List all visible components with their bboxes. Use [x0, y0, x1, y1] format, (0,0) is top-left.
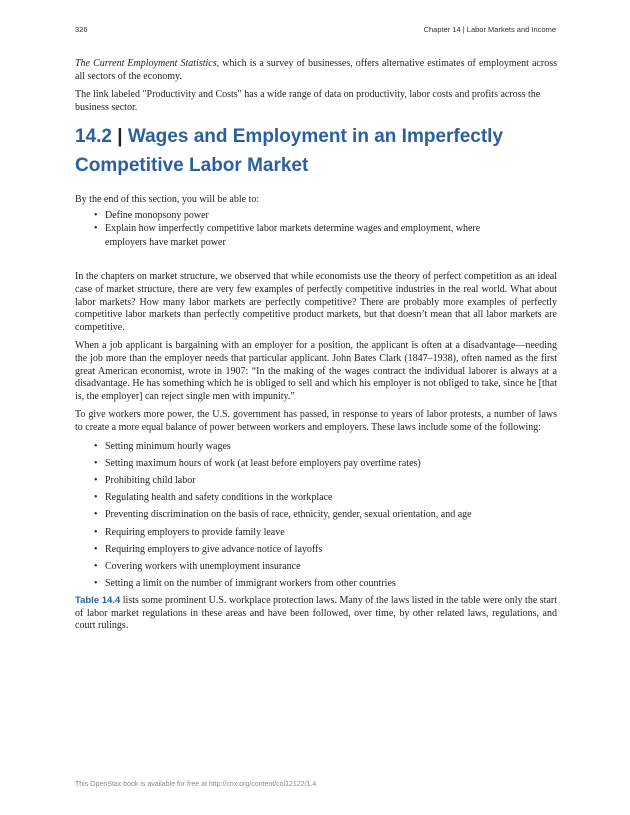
bullet: •	[94, 543, 98, 555]
body-paragraph-3: To give workers more power, the U.S. government has passed, in response to years of labor protests, a number of laws to create a more equal balance of power between workers and employers. These laws include some of the following:	[75, 409, 557, 433]
law-item: • Requiring employers to give advance notice of layoffs	[94, 543, 323, 555]
objective-item: • Define monopsony power	[94, 209, 209, 221]
intro-italic-title: The Current Employment Statistics	[75, 58, 217, 69]
bullet: •	[94, 223, 98, 235]
bullet: •	[94, 474, 98, 486]
bullet: •	[94, 457, 98, 469]
page-content	[75, 58, 557, 639]
section-number: 14.2	[75, 126, 112, 148]
section-separator: |	[117, 126, 123, 148]
body-paragraph-2: When a job applicant is bargaining with an employer for a position, the applicant is often at a disadvantage—needing the job more than the employer needs that particular applicant. John Bates Clark (1847–1938), often named as the first great American economist, wrote in 1907: “In the making of the wages contract the individual laborer is always at a disadvantage. He has something which he is obliged to sell and which his employer is not obliged to take, since he [that is, the employer] can reject single men with impunity.”	[75, 340, 557, 402]
bullet: •	[94, 560, 98, 572]
bullet: •	[94, 526, 98, 538]
law-item: • Setting a limit on the number of immigrant workers from other countries	[94, 578, 396, 590]
section-heading	[75, 122, 557, 180]
table-reference-link[interactable]: Table 14.4	[75, 595, 121, 607]
intro-paragraph-1	[75, 58, 557, 83]
law-item: • Requiring employers to provide family leave	[94, 526, 285, 538]
law-item: • Setting minimum hourly wages	[94, 440, 231, 452]
bullet: •	[94, 578, 98, 590]
section-title: Wages and Employment in an Imperfectly Competitive Labor Market	[75, 126, 504, 177]
bullet: •	[94, 440, 98, 452]
law-item: • Prohibiting child labor	[94, 474, 196, 486]
intro-paragraph-2: The link labeled "Productivity and Costs" has a wide range of data on productivity, labor costs and profits across the business sector.	[75, 89, 541, 113]
bullet: •	[94, 492, 98, 504]
chapter-title: Chapter 14 | Labor Markets and Income	[423, 25, 556, 34]
law-item: • Covering workers with unemployment insurance	[94, 560, 301, 572]
objective-item: • Explain how imperfectly competitive labor markets determine wages and employment, where employers have market power	[94, 223, 481, 248]
law-item: • Setting maximum hours of work (at least before employers pay overtime rates)	[94, 457, 421, 469]
body-paragraph-1: In the chapters on market structure, we observed that while economists use the theory of perfect competition as an ideal case of market structure, there are very few examples of perfectly competitive industries in the real world. What about labor markets? How many labor markets are perfectly competitive? There are probably more examples of perfectly competitive labor markets than perfectly competitive product markets, but that doesn’t mean that all labor markets are competitive.	[75, 271, 557, 333]
page-footer: This OpenStax book is available for free at http://cnx.org/content/col12122/1.4	[75, 781, 317, 788]
closing-paragraph-text: lists some prominent U.S. workplace protection laws. Many of the laws listed in the table were only the start of labor market regulations in these areas and have been followed, over time, by other related laws, regulations, and court rulings.	[75, 595, 557, 632]
law-item: • Preventing discrimination on the basis of race, ethnicity, gender, sexual orientation, and age	[94, 509, 472, 521]
bullet: •	[94, 509, 98, 521]
objectives-list	[94, 209, 494, 250]
laws-list	[94, 441, 557, 591]
objectives-intro: By the end of this section, you will be able to:	[75, 194, 260, 206]
intro-paragraph-1-text: , which is a survey of businesses, offers alternative estimates of employment across all sectors of the economy.	[75, 58, 557, 82]
law-item: • Regulating health and safety conditions in the workplace	[94, 492, 333, 504]
page-number: 326	[75, 25, 88, 34]
closing-paragraph	[75, 595, 557, 633]
bullet: •	[94, 209, 98, 221]
